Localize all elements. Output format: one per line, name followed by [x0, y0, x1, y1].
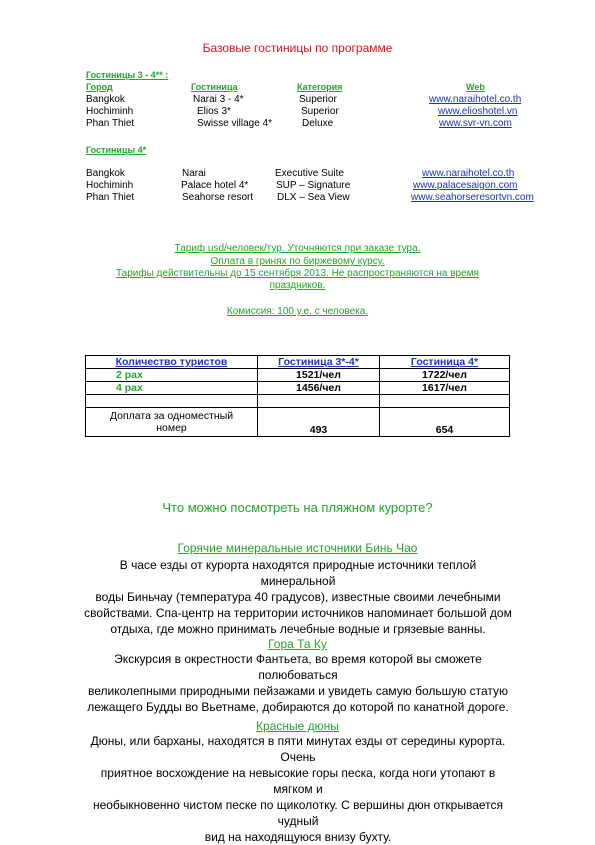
- empty-cell: [86, 395, 258, 408]
- category: Executive Suite: [275, 168, 344, 179]
- group2-heading: Гостиницы 4*: [86, 145, 147, 155]
- table-row-spacer: [86, 395, 510, 408]
- city: Bangkok: [86, 168, 125, 179]
- tariff-note: [0, 243, 595, 255]
- text-line: отдыха, где можно принимать лечебные водные и грязевые ванны.: [110, 622, 486, 636]
- text-line: свойствами. Спа-центр на территории источников напоминает большой дом: [84, 606, 512, 620]
- single-supplement-label: [86, 408, 258, 437]
- price-4: 1617/чел: [380, 382, 510, 395]
- category: DLX – Sea View: [277, 192, 350, 203]
- single-price-3-4: 493: [258, 408, 380, 437]
- text-line: воды Биньчау (температура 40 градусов), известные своими лечебными: [95, 590, 501, 604]
- col-header-category: Категория: [297, 82, 343, 92]
- text-line: приятное восхождение на невысокие горы песка, когда ноги утопают в мягком и: [100, 766, 496, 796]
- price-3-4: 1456/чел: [258, 382, 380, 395]
- category: Superior: [301, 106, 339, 117]
- empty-cell: [258, 395, 380, 408]
- hotel-link[interactable]: www.palacesaigon.com: [413, 180, 518, 191]
- category: Deluxe: [302, 118, 334, 129]
- tourist-count: 2 pax: [86, 369, 258, 382]
- group1-heading: Гостиницы 3 - 4** :: [86, 70, 169, 80]
- text-line: лежащего Будды во Вьетнаме, добираются до которой по канатной дороге.: [87, 700, 509, 714]
- hotel: Palace hotel 4*: [181, 180, 249, 191]
- tourist-count: 4 pax: [86, 382, 258, 395]
- city: Bangkok: [86, 94, 125, 105]
- table-header-row: [86, 356, 510, 369]
- col-header-hotel-4: Гостиница 4*: [380, 356, 510, 369]
- text-line: вид на находящуюся внизу бухту.: [204, 830, 392, 844]
- text-line: В часе езды от курорта находятся природные источники теплой минеральной: [119, 558, 477, 588]
- label-line: номер: [156, 422, 187, 434]
- hotel-link[interactable]: www.naraihotel.co.th: [422, 168, 515, 179]
- city: Hochiminh: [86, 180, 134, 191]
- validity-note: [0, 268, 595, 280]
- hotel-link[interactable]: www.naraihotel.co.th: [429, 94, 522, 105]
- text-line: великолепными природными пейзажами и увидеть самую большую статую: [87, 684, 509, 698]
- section-title: Гора Та Ку: [268, 637, 327, 651]
- price-table: [85, 355, 510, 437]
- col-header-tourists: Количество туристов: [86, 356, 258, 369]
- text-line: Дюны, или барханы, находятся в пяти минутах езды от середины курорта. Очень: [90, 734, 506, 764]
- price-4: 1722/чел: [380, 369, 510, 382]
- section-text: [82, 733, 514, 845]
- note-line: Оплата в гринях по биржевому курсу.: [210, 256, 385, 267]
- hotel-link[interactable]: www.seahorseresortvn.com: [411, 192, 534, 203]
- empty-cell: [380, 395, 510, 408]
- table-row: [86, 382, 510, 395]
- page-title: Базовые гостиницы по программе: [202, 41, 393, 55]
- commission-note: [0, 306, 595, 318]
- section-title: Горячие минеральные источники Бинь Чао: [177, 541, 418, 555]
- hotel: Narai: [182, 168, 206, 179]
- col-header-hotel: Гостиница: [191, 82, 238, 92]
- price-3-4: 1521/чел: [258, 369, 380, 382]
- hotel-link[interactable]: www.elioshotel.vn: [438, 106, 518, 117]
- text-line: необыкновенно чистом песке по щиколотку. С вершины дюн открывается чудный: [92, 798, 504, 828]
- hotel-link[interactable]: www.svr-vn.com: [439, 118, 512, 129]
- validity-note-cont: [0, 280, 595, 292]
- table-row: [86, 369, 510, 382]
- category: SUP – Signature: [276, 180, 351, 191]
- note-line: Тариф usd/человек/тур. Уточняются при заказе тура.: [174, 243, 421, 254]
- section-text: [82, 557, 514, 637]
- text-line: Экскурсия в окрестности Фантьета, во время которой вы сможете полюбоваться: [114, 652, 482, 682]
- note-line: Тарифы действительны до 15 сентября 2013. Не распространяются на время: [116, 268, 479, 279]
- section-title: Красные дюны: [256, 719, 339, 733]
- label-line: Доплата за одноместный: [109, 410, 234, 422]
- col-header-hotel-3-4: Гостиница 3*-4*: [258, 356, 380, 369]
- hotel: Narai 3 - 4*: [193, 94, 244, 105]
- col-header-city: Город: [86, 82, 113, 92]
- city: Phan Thiet: [86, 192, 135, 203]
- note-line: Комиссия: 100 у.е. с человека.: [226, 306, 369, 317]
- col-header-web: Web: [466, 82, 485, 92]
- hotel: Seahorse resort: [182, 192, 254, 203]
- section-text: [82, 651, 514, 715]
- single-price-4: 654: [380, 408, 510, 437]
- city: Hochiminh: [86, 106, 134, 117]
- city: Phan Thiet: [86, 118, 135, 129]
- hotel: Elios 3*: [197, 106, 231, 117]
- hotel: Swisse village 4*: [197, 118, 273, 129]
- table-row: [86, 408, 510, 437]
- resort-heading: Что можно посмотреть на пляжном курорте?: [162, 500, 433, 515]
- note-line: праздников.: [269, 280, 326, 291]
- category: Superior: [299, 94, 337, 105]
- payment-note: [0, 256, 595, 268]
